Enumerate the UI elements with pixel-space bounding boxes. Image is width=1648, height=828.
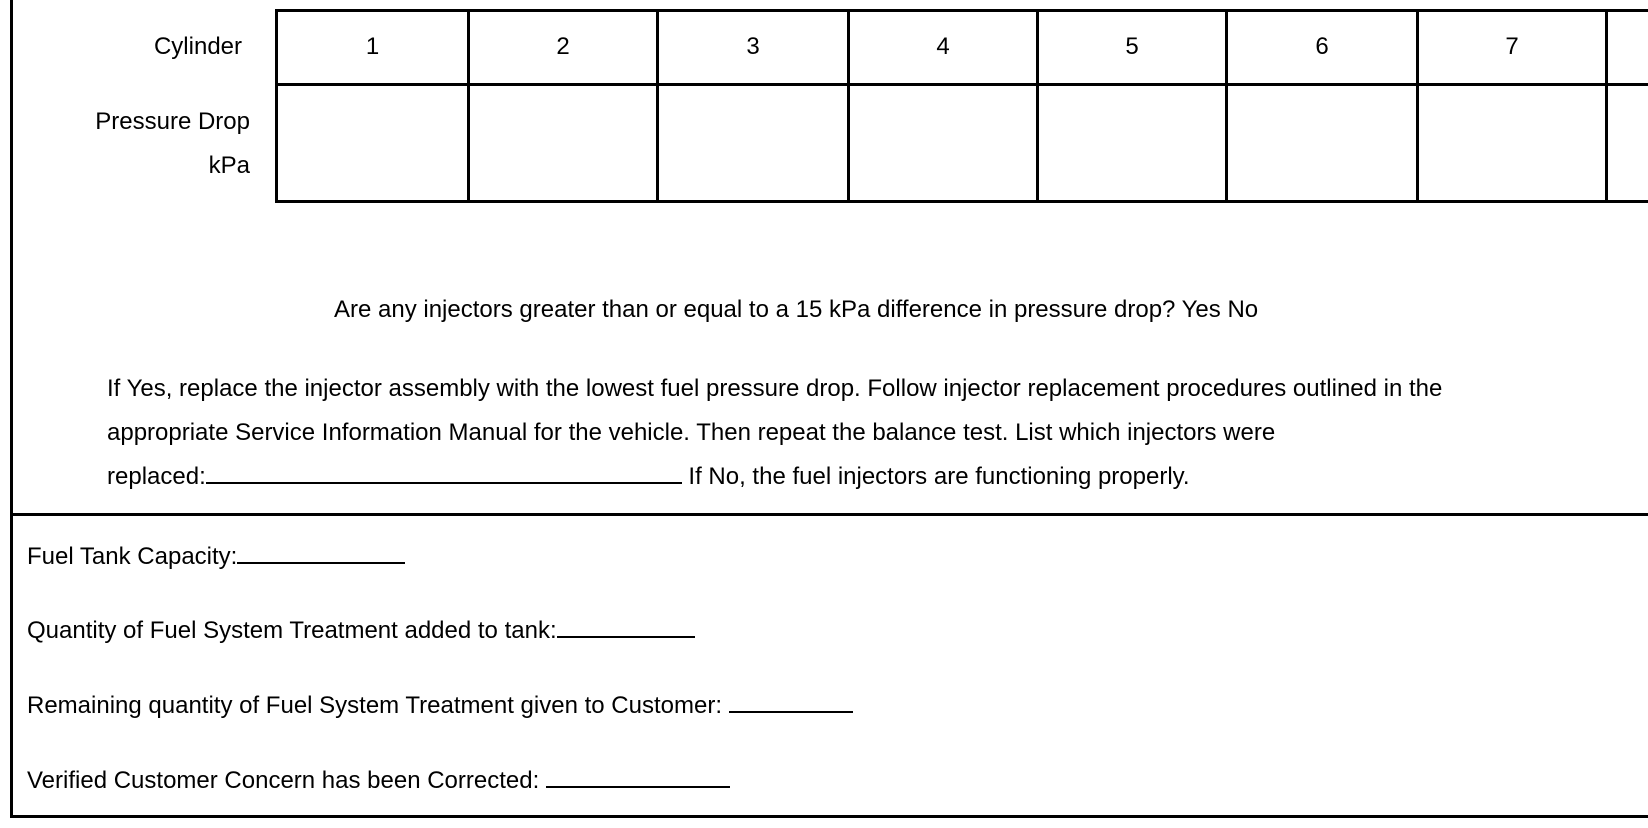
cylinder-number: 7 (1505, 33, 1519, 60)
table-bottom-border (275, 200, 1648, 203)
concern-verified-blank[interactable] (546, 764, 730, 788)
instruction-line: If Yes, replace the injector assembly with the lowest fuel pressure drop. Follow injector replacement procedures outlined in the (107, 375, 1443, 402)
instruction-line: appropriate Service Information Manual for the vehicle. Then repeat the balance test. List which injectors were (107, 419, 1276, 446)
injector-difference-question: Are any injectors greater than or equal to a 15 kPa difference in pressure drop? Yes No (334, 296, 1259, 323)
pressure-drop-cell[interactable] (659, 86, 847, 200)
section-divider (10, 513, 1648, 516)
treatment-remaining-blank[interactable] (729, 689, 853, 713)
row-label-cylinder: Cylinder (153, 33, 242, 60)
row-label-unit: kPa (208, 152, 250, 179)
fuel-tank-capacity-field (27, 540, 405, 571)
pressure-drop-cell[interactable] (470, 86, 656, 200)
treatment-remaining-label: Remaining quantity of Fuel System Treatment given to Customer: (27, 692, 729, 719)
cylinder-number: 2 (556, 33, 570, 60)
cylinder-number: 3 (746, 33, 760, 60)
fuel-tank-capacity-blank[interactable] (237, 540, 405, 564)
table-column-divider (1605, 9, 1608, 203)
no-outcome-text: If No, the fuel injectors are functioning properly. (681, 463, 1190, 490)
pressure-drop-cell[interactable] (1419, 86, 1605, 200)
pressure-drop-cell[interactable] (278, 86, 467, 200)
concern-verified-label: Verified Customer Concern has been Corrected: (27, 767, 546, 794)
row-label-pressure-drop: Pressure Drop (95, 108, 250, 135)
fuel-tank-capacity-label: Fuel Tank Capacity: (27, 543, 238, 570)
pressure-drop-cell[interactable] (1039, 86, 1225, 200)
form-bottom-border (10, 815, 1648, 818)
pressure-drop-cell[interactable] (850, 86, 1036, 200)
pressure-drop-table (0, 0, 1648, 210)
treatment-added-label: Quantity of Fuel System Treatment added to tank: (27, 617, 557, 644)
treatment-added-blank[interactable] (557, 614, 695, 638)
cylinder-number: 4 (936, 33, 950, 60)
pressure-drop-cell[interactable] (1228, 86, 1416, 200)
treatment-added-field (27, 614, 695, 645)
concern-verified-field (27, 764, 730, 795)
replaced-label: replaced: (107, 463, 206, 490)
cylinder-number: 1 (365, 33, 380, 60)
treatment-remaining-field (27, 689, 853, 720)
replaced-injectors-blank[interactable] (206, 460, 682, 484)
replacement-instructions (107, 367, 1648, 499)
cylinder-number: 5 (1125, 33, 1139, 60)
cylinder-number: 6 (1315, 33, 1329, 60)
instruction-line (107, 455, 1648, 499)
